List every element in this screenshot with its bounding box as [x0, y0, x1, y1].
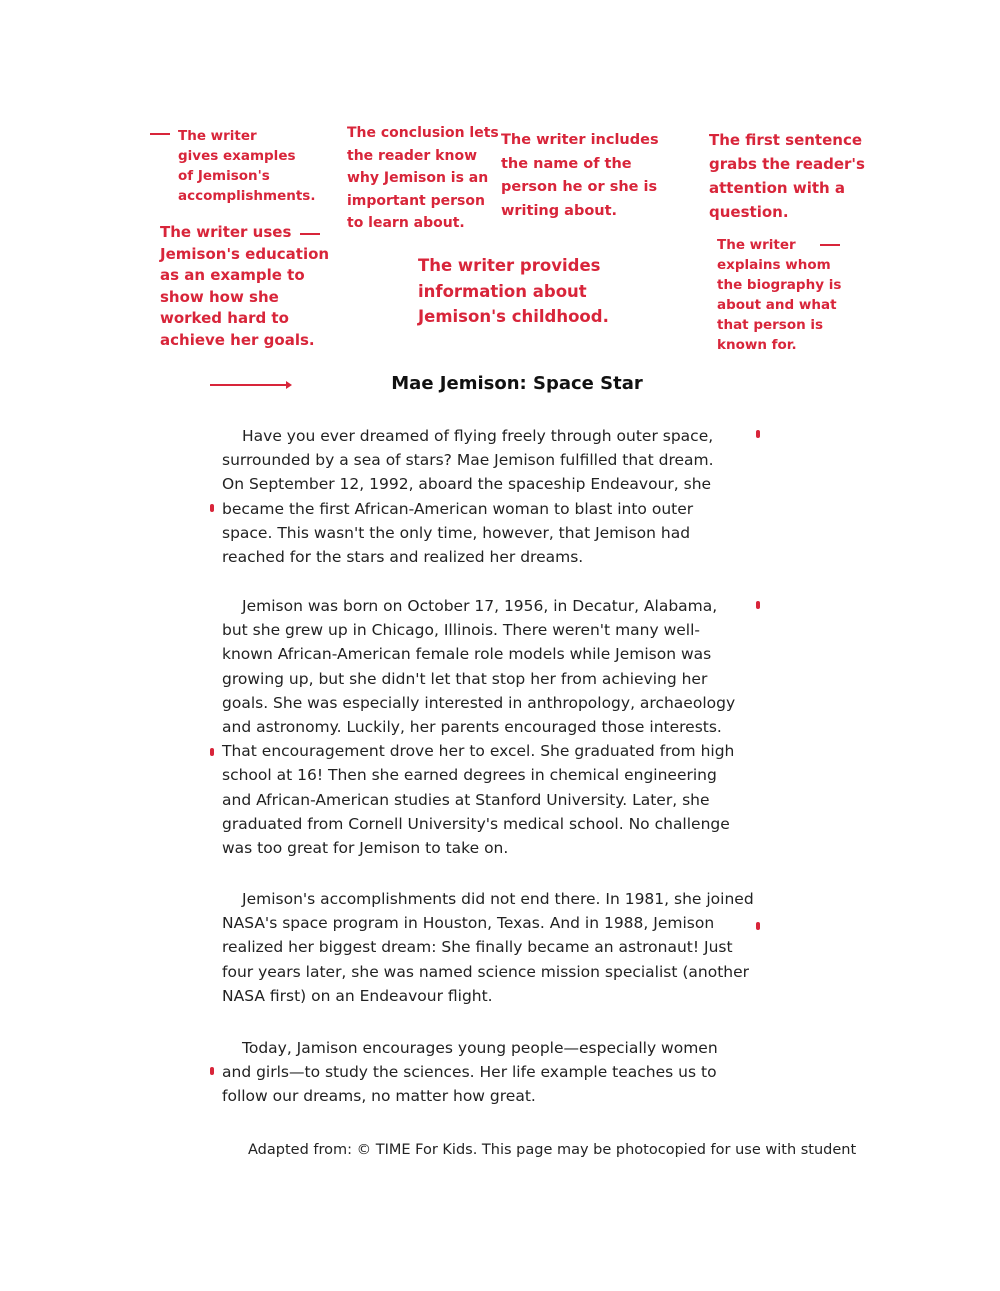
- annotation-line: that person is: [717, 317, 824, 333]
- annotation-line: the reader know: [347, 147, 477, 164]
- annotation-education: [160, 222, 329, 351]
- paragraph-3: [222, 887, 762, 1008]
- annotation-line: known for.: [717, 337, 797, 353]
- annotation-line: grabs the reader's: [709, 155, 865, 173]
- text-line: growing up, but she didn't let that stop her from achieving her: [222, 669, 708, 688]
- text-line: Jemison's accomplishments did not end there. In 1981, she joined: [242, 890, 754, 908]
- text-line: NASA first) on an Endeavour flight.: [222, 986, 493, 1005]
- marker-dot: [756, 430, 760, 438]
- annotation-dash: [820, 244, 840, 246]
- page-title: Mae Jemison: Space Star: [391, 373, 643, 394]
- text-line: reached for the stars and realized her dreams.: [222, 548, 584, 567]
- annotation-line: attention with a: [709, 179, 846, 197]
- annotation-line: worked hard to: [160, 309, 289, 327]
- marker-dot: [210, 1067, 214, 1075]
- text-line: Today, Jamison encourages young people—especially women: [242, 1039, 718, 1057]
- annotation-line: question.: [709, 203, 789, 221]
- annotation-line: writing about.: [501, 202, 618, 219]
- annotation-line: about and what: [717, 297, 837, 313]
- annotation-line: information about: [418, 281, 587, 301]
- annotation-line: person he or she is: [501, 179, 658, 195]
- annotation-line: The writer uses: [160, 223, 292, 241]
- marker-dot: [756, 922, 760, 930]
- paragraph-2: [222, 594, 762, 860]
- annotation-line: show how she: [160, 287, 279, 306]
- annotation-line: The conclusion lets: [347, 125, 499, 141]
- annotation-line: accomplishments.: [178, 188, 316, 204]
- text-line: surrounded by a sea of stars? Mae Jemison fulfilled that dream.: [222, 451, 714, 470]
- paragraph-4: [222, 1036, 762, 1109]
- annotation-childhood: [418, 253, 609, 330]
- annotation-line: The writer includes: [501, 132, 659, 148]
- annotation-first-sentence: [709, 128, 865, 224]
- annotation-line: achieve her goals.: [160, 330, 315, 349]
- annotation-line: the name of the: [501, 155, 632, 172]
- annotation-line: explains whom: [717, 257, 831, 273]
- text-line: That encouragement drove her to excel. She graduated from high: [222, 742, 735, 761]
- annotation-name: [501, 129, 659, 223]
- text-line: four years later, she was named science mission specialist (another: [222, 962, 750, 981]
- text-line: and astronomy. Luckily, her parents encouraged those interests.: [222, 718, 722, 737]
- credit-line: Adapted from: © TIME For Kids. This page may be photocopied for use with student: [248, 1142, 857, 1158]
- annotation-dash: [150, 133, 170, 135]
- annotation-line: The writer provides: [418, 256, 601, 275]
- text-line: and girls—to study the sciences. Her life example teaches us to: [222, 1063, 717, 1082]
- annotation-line: as an example to: [160, 266, 305, 284]
- marker-dot: [756, 601, 760, 609]
- annotation-line: the biography is: [717, 277, 842, 293]
- text-line: known African-American female role models while Jemison was: [222, 645, 712, 664]
- annotation-line: gives examples: [178, 148, 296, 164]
- text-line: but she grew up in Chicago, Illinois. There weren't many well-: [222, 621, 701, 640]
- annotation-line: Jemison's childhood.: [418, 307, 609, 326]
- text-line: school at 16! Then she earned degrees in chemical engineering: [222, 766, 717, 785]
- marker-dot: [210, 748, 214, 756]
- annotation-explains: [717, 235, 841, 355]
- text-line: and African-American studies at Stanford University. Later, she: [222, 790, 710, 809]
- text-line: NASA's space program in Houston, Texas. And in 1988, Jemison: [222, 914, 715, 933]
- text-line: became the first African-American woman to blast into outer: [222, 499, 694, 518]
- annotation-line: Jemison's education: [160, 244, 330, 263]
- marker-dot: [210, 504, 214, 512]
- annotation-line: important person: [347, 192, 485, 209]
- annotation-line: of Jemison's: [178, 168, 270, 184]
- annotation-line: The writer: [178, 128, 257, 144]
- text-line: was too great for Jemison to take on.: [222, 839, 509, 858]
- text-line: follow our dreams, no matter how great.: [222, 1087, 536, 1106]
- text-line: Jemison was born on October 17, 1956, in Decatur, Alabama,: [242, 597, 718, 615]
- text-line: Have you ever dreamed of flying freely through outer space,: [242, 427, 714, 445]
- annotation-line: The writer: [717, 237, 796, 253]
- annotation-dash: [300, 233, 320, 235]
- text-line: goals. She was especially interested in anthropology, archaeology: [222, 693, 736, 712]
- annotation-line: The first sentence: [709, 131, 863, 149]
- text-line: space. This wasn't the only time, however, that Jemison had: [222, 523, 691, 542]
- text-line: On September 12, 1992, aboard the spaceship Endeavour, she: [222, 475, 712, 494]
- annotation-accomplishments: [178, 126, 315, 206]
- text-line: graduated from Cornell University's medical school. No challenge: [222, 814, 730, 833]
- annotation-line: why Jemison is an: [347, 170, 489, 186]
- annotation-line: to learn about.: [347, 215, 465, 231]
- annotation-conclusion: [347, 122, 499, 235]
- text-line: realized her biggest dream: She finally became an astronaut! Just: [222, 938, 733, 957]
- paragraph-1: [222, 424, 762, 569]
